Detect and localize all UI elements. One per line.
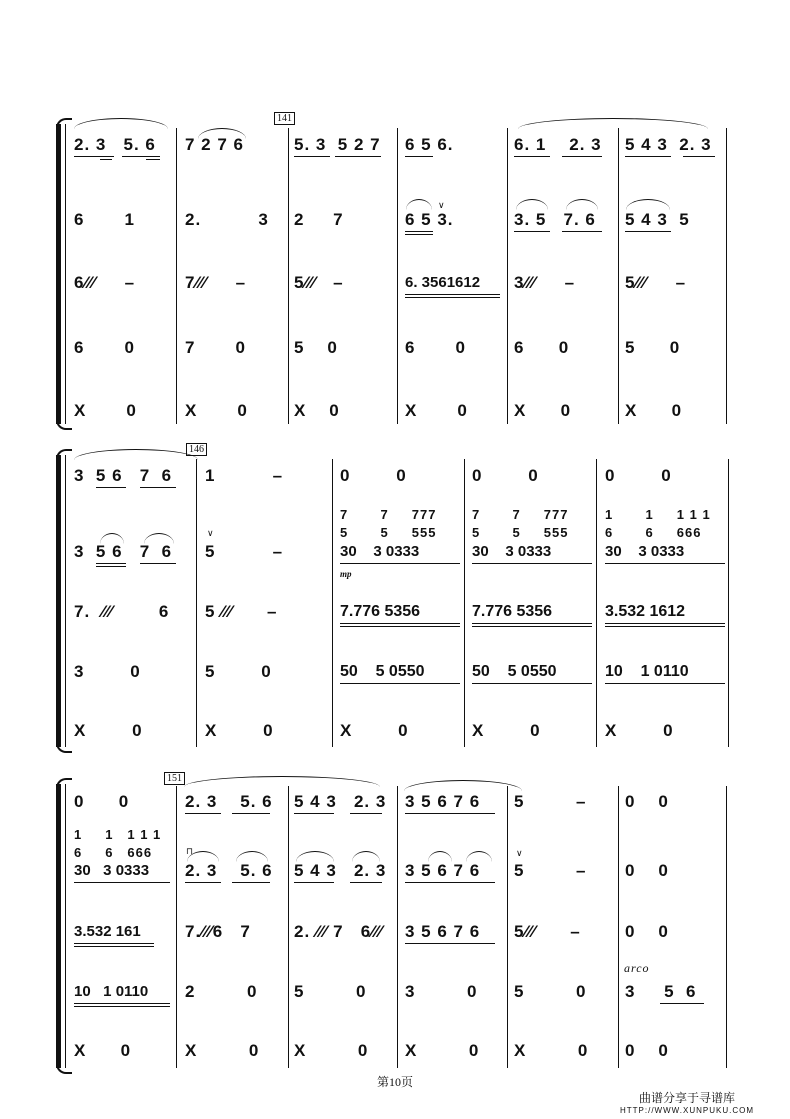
- note-cell: 3 0: [405, 982, 478, 1001]
- note-cell: X 0: [294, 401, 340, 420]
- note-cell: 3 0: [74, 662, 141, 681]
- note-cell: 1 –: [205, 466, 284, 485]
- note-cell: 6 5 6.: [405, 135, 454, 154]
- up-bow-mark: ∨: [516, 848, 523, 858]
- note-cell: X 0: [514, 401, 572, 420]
- note-cell: 5⁄⁄⁄ –: [514, 922, 581, 941]
- note-cell: X 0: [405, 401, 468, 420]
- note-cell: 5 0: [625, 338, 681, 357]
- note-cell: 7.776 5356: [472, 603, 553, 620]
- note-cell: 3 5 6 7 6: [74, 542, 173, 561]
- note-cell: X 0: [74, 1041, 132, 1060]
- note-cell: 5 –: [514, 861, 587, 880]
- note-cell: 7. ⁄⁄⁄ 6: [74, 602, 170, 621]
- note-cell: 6 1: [74, 210, 135, 229]
- note-cell: 30 3 0333: [605, 543, 685, 560]
- note-cell: X 0: [294, 1041, 369, 1060]
- note-cell: X 0: [605, 721, 674, 740]
- note-cell: 2. 3 5. 6: [74, 135, 156, 154]
- note-cell: 5 4 3 5: [625, 210, 690, 229]
- note-cell: 7 0: [185, 338, 246, 357]
- note-cell: 2. ⁄⁄⁄ 7 6⁄⁄⁄: [294, 922, 383, 941]
- note-cell: 10 1 0110: [605, 663, 689, 680]
- site-name: 曲谱分享于寻谱库: [638, 1091, 735, 1105]
- note-cell: 0 0: [625, 922, 669, 941]
- note-cell: 5. 3 5 2 7: [294, 135, 381, 154]
- note-cell: 5 ⁄⁄⁄ –: [205, 602, 278, 621]
- note-cell: 30 3 0333: [74, 862, 150, 879]
- down-bow-mark: ⊓: [186, 846, 194, 856]
- note-cell: 3. 5 7. 6: [514, 210, 596, 229]
- note-cell: 0 0: [625, 1041, 669, 1060]
- note-cell: 0 0: [74, 792, 130, 811]
- note-cell: X 0: [185, 401, 248, 420]
- note-cell: 2. 3 5. 6: [185, 792, 273, 811]
- note-cell: 5 0: [514, 982, 587, 1001]
- up-bow-mark: ∨: [438, 200, 445, 210]
- note-cell: 6 0: [514, 338, 570, 357]
- dynamic-marking: mp: [340, 569, 352, 579]
- note-cell: 7 2 7 6: [185, 135, 244, 154]
- note-cell: X 0: [185, 1041, 260, 1060]
- note-cell: 30 3 0333: [340, 543, 420, 560]
- site-url: HTTP://WWW.XUNPUKU.COM: [620, 1106, 754, 1115]
- note-cell: 7.776 5356: [340, 603, 421, 620]
- note-cell: 3.532 1612: [605, 603, 686, 620]
- note-cell: 50 5 0550: [472, 663, 557, 680]
- note-cell: 5 0: [294, 338, 338, 357]
- note-cell: 3.532 161: [74, 923, 141, 940]
- note-cell: 6 0: [74, 338, 135, 357]
- up-bow-mark: ∨: [207, 528, 214, 538]
- note-cell: 5 –: [205, 542, 284, 561]
- note-cell: X 0: [514, 1041, 589, 1060]
- note-cell: 2. 3 5. 6: [185, 861, 273, 880]
- chord-lower: 5 5 555: [340, 525, 437, 540]
- note-cell: 3⁄⁄⁄ –: [514, 273, 576, 292]
- note-cell: 6 0: [405, 338, 466, 357]
- note-cell: 2. 3: [185, 210, 269, 229]
- note-cell: 6⁄⁄⁄ –: [74, 273, 136, 292]
- chord-upper: 1 1 1 1 1: [605, 507, 711, 522]
- note-cell: 5 0: [294, 982, 367, 1001]
- note-cell: 6. 3561612: [405, 274, 481, 291]
- note-cell: 5⁄⁄⁄ –: [625, 273, 687, 292]
- note-cell: 3 5 6 7 6: [405, 792, 481, 811]
- note-cell: 7.⁄⁄⁄6 7: [185, 922, 251, 941]
- page-number: 第10页: [376, 1075, 413, 1089]
- system-2: [56, 444, 736, 753]
- note-cell: 0 0: [625, 792, 669, 811]
- note-cell: 30 3 0333: [472, 543, 552, 560]
- watermark: [620, 1089, 754, 1115]
- note-cell: 3 5 6 7 6: [74, 466, 173, 485]
- note-cell: 3 5 6 7 6: [405, 861, 481, 880]
- note-cell: 5 –: [514, 792, 587, 811]
- chord-upper: 7 7 777: [340, 507, 437, 522]
- note-cell: 6. 1 2. 3: [514, 135, 602, 154]
- note-cell: 5 0: [205, 662, 272, 681]
- note-cell: X 0: [74, 721, 143, 740]
- note-cell: X 0: [340, 721, 409, 740]
- note-cell: 5 4 3 2. 3: [294, 861, 387, 880]
- note-cell: X 0: [405, 1041, 480, 1060]
- note-cell: 5 4 3 2. 3: [294, 792, 387, 811]
- chord-lower: 6 6 666: [74, 845, 153, 860]
- note-cell: 6 5 3.: [405, 210, 454, 229]
- chord-upper: 1 1 1 1 1: [74, 827, 162, 842]
- rehearsal-mark: 146: [186, 443, 207, 456]
- note-cell: 50 5 0550: [340, 663, 425, 680]
- chord-lower: 5 5 555: [472, 525, 569, 540]
- chord-lower: 6 6 666: [605, 525, 702, 540]
- note-cell: 0 0: [625, 861, 669, 880]
- note-cell: 0 0: [340, 466, 407, 485]
- note-cell: 5⁄⁄⁄ –: [294, 273, 344, 292]
- note-cell: 2 7: [294, 210, 344, 229]
- note-cell: 2 0: [185, 982, 258, 1001]
- note-cell: X 0: [74, 401, 137, 420]
- arco-marking: arco: [624, 961, 650, 975]
- note-cell: 7⁄⁄⁄ –: [185, 273, 247, 292]
- note-cell: 5 4 3 2. 3: [625, 135, 712, 154]
- note-cell: 3 5 6 7 6: [405, 922, 481, 941]
- rehearsal-mark: 141: [274, 112, 295, 125]
- note-cell: X 0: [625, 401, 683, 420]
- note-cell: X 0: [472, 721, 541, 740]
- note-cell: 3 5 6: [625, 982, 697, 1001]
- chord-upper: 7 7 777: [472, 507, 569, 522]
- rehearsal-mark: 151: [164, 772, 185, 785]
- note-cell: 10 1 0110: [74, 983, 149, 1000]
- note-cell: 0 0: [605, 466, 672, 485]
- note-cell: X 0: [205, 721, 274, 740]
- note-cell: 0 0: [472, 466, 539, 485]
